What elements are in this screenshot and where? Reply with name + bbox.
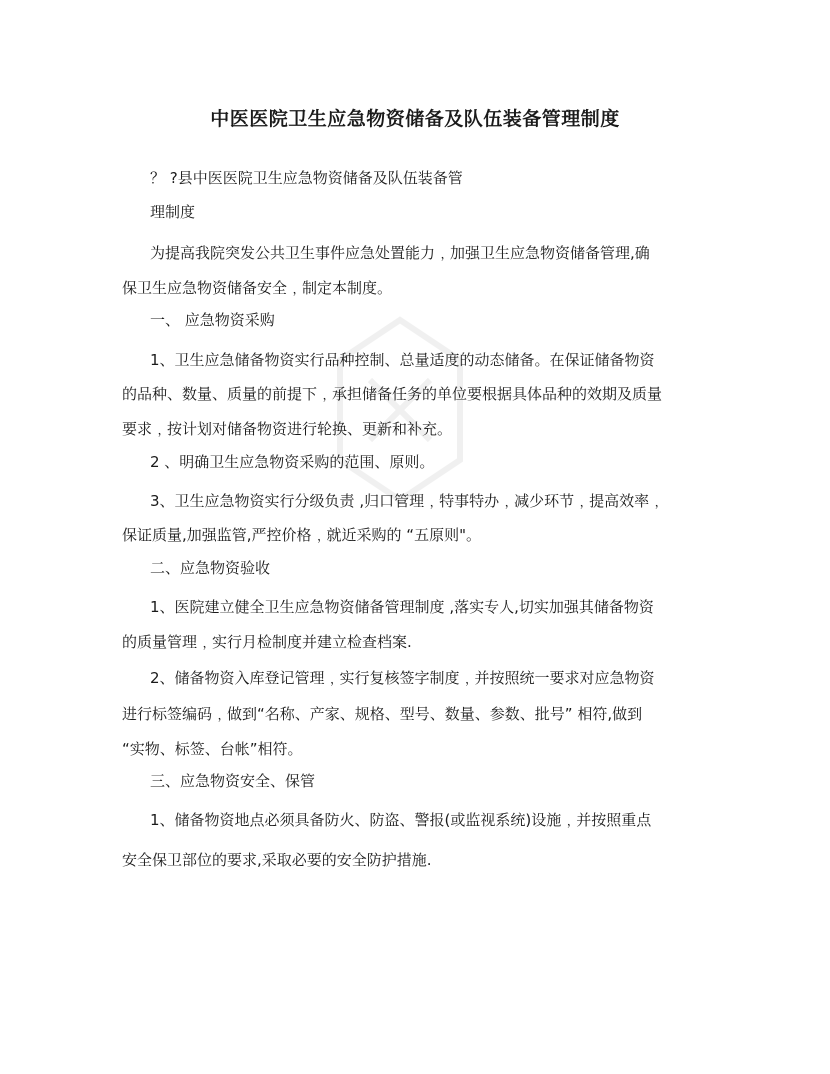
section-heading: 二、应急物资验收: [150, 559, 271, 577]
text-line: 1、医院建立健全卫生应急物资储备管理制度 ,落实专人,切实加强其储备物资: [150, 598, 654, 616]
text-line: 1、储备物资地点必须具备防火、防盗、警报(或监视系统)设施﹐并按照重点: [150, 811, 652, 829]
text-line: 2 、明确卫生应急物资采购的范围、原则。: [150, 453, 435, 471]
text-line: “实物、标签、台帐”相符。: [122, 740, 303, 758]
text-line: 为提高我院突发公共卫生事件应急处置能力﹐加强卫生应急物资储备管理,确: [150, 244, 650, 262]
text-line: 的质量管理﹐实行月检制度并建立检查档案.: [122, 633, 412, 651]
page-title: 中医医院卫生应急物资储备及队伍装备管理制度: [210, 108, 620, 130]
text-line: 保证质量,加强监管,严控价格﹐就近采购的 “五原则"。: [122, 526, 481, 544]
watermark-icon: [300, 300, 500, 520]
section-heading: 三、应急物资安全、保管: [150, 772, 316, 790]
text-line: 1、卫生应急储备物资实行品种控制、总量适度的动态储备。在保证储备物资: [150, 351, 655, 369]
text-line: ？ ?县中医医院卫生应急物资储备及队伍装备管: [150, 169, 463, 187]
text-line: 理制度: [150, 203, 196, 221]
text-line: 安全保卫部位的要求,采取必要的安全防护措施.: [122, 851, 432, 869]
text-line: 要求﹐按计划对储备物资进行轮换、更新和补充。: [122, 420, 453, 438]
text-line: 进行标签编码﹐做到“名称、产家、规格、型号、数量、参数、批号” 相符,做到: [122, 705, 643, 723]
text-line: 保卫生应急物资储备安全﹐制定本制度。: [122, 279, 393, 297]
text-line: 的品种、数量、质量的前提下﹐承担储备任务的单位要根据具体品种的效期及质量: [122, 385, 663, 403]
text-line: 2、储备物资入库登记管理﹐实行复核签字制度﹐并按照统一要求对应急物资: [150, 669, 655, 687]
section-heading: 一、 应急物资采购: [150, 311, 275, 329]
text-line: 3、卫生应急物资实行分级负责 ,归口管理﹐特事特办﹐减少环节﹐提高效率﹐: [150, 492, 665, 510]
